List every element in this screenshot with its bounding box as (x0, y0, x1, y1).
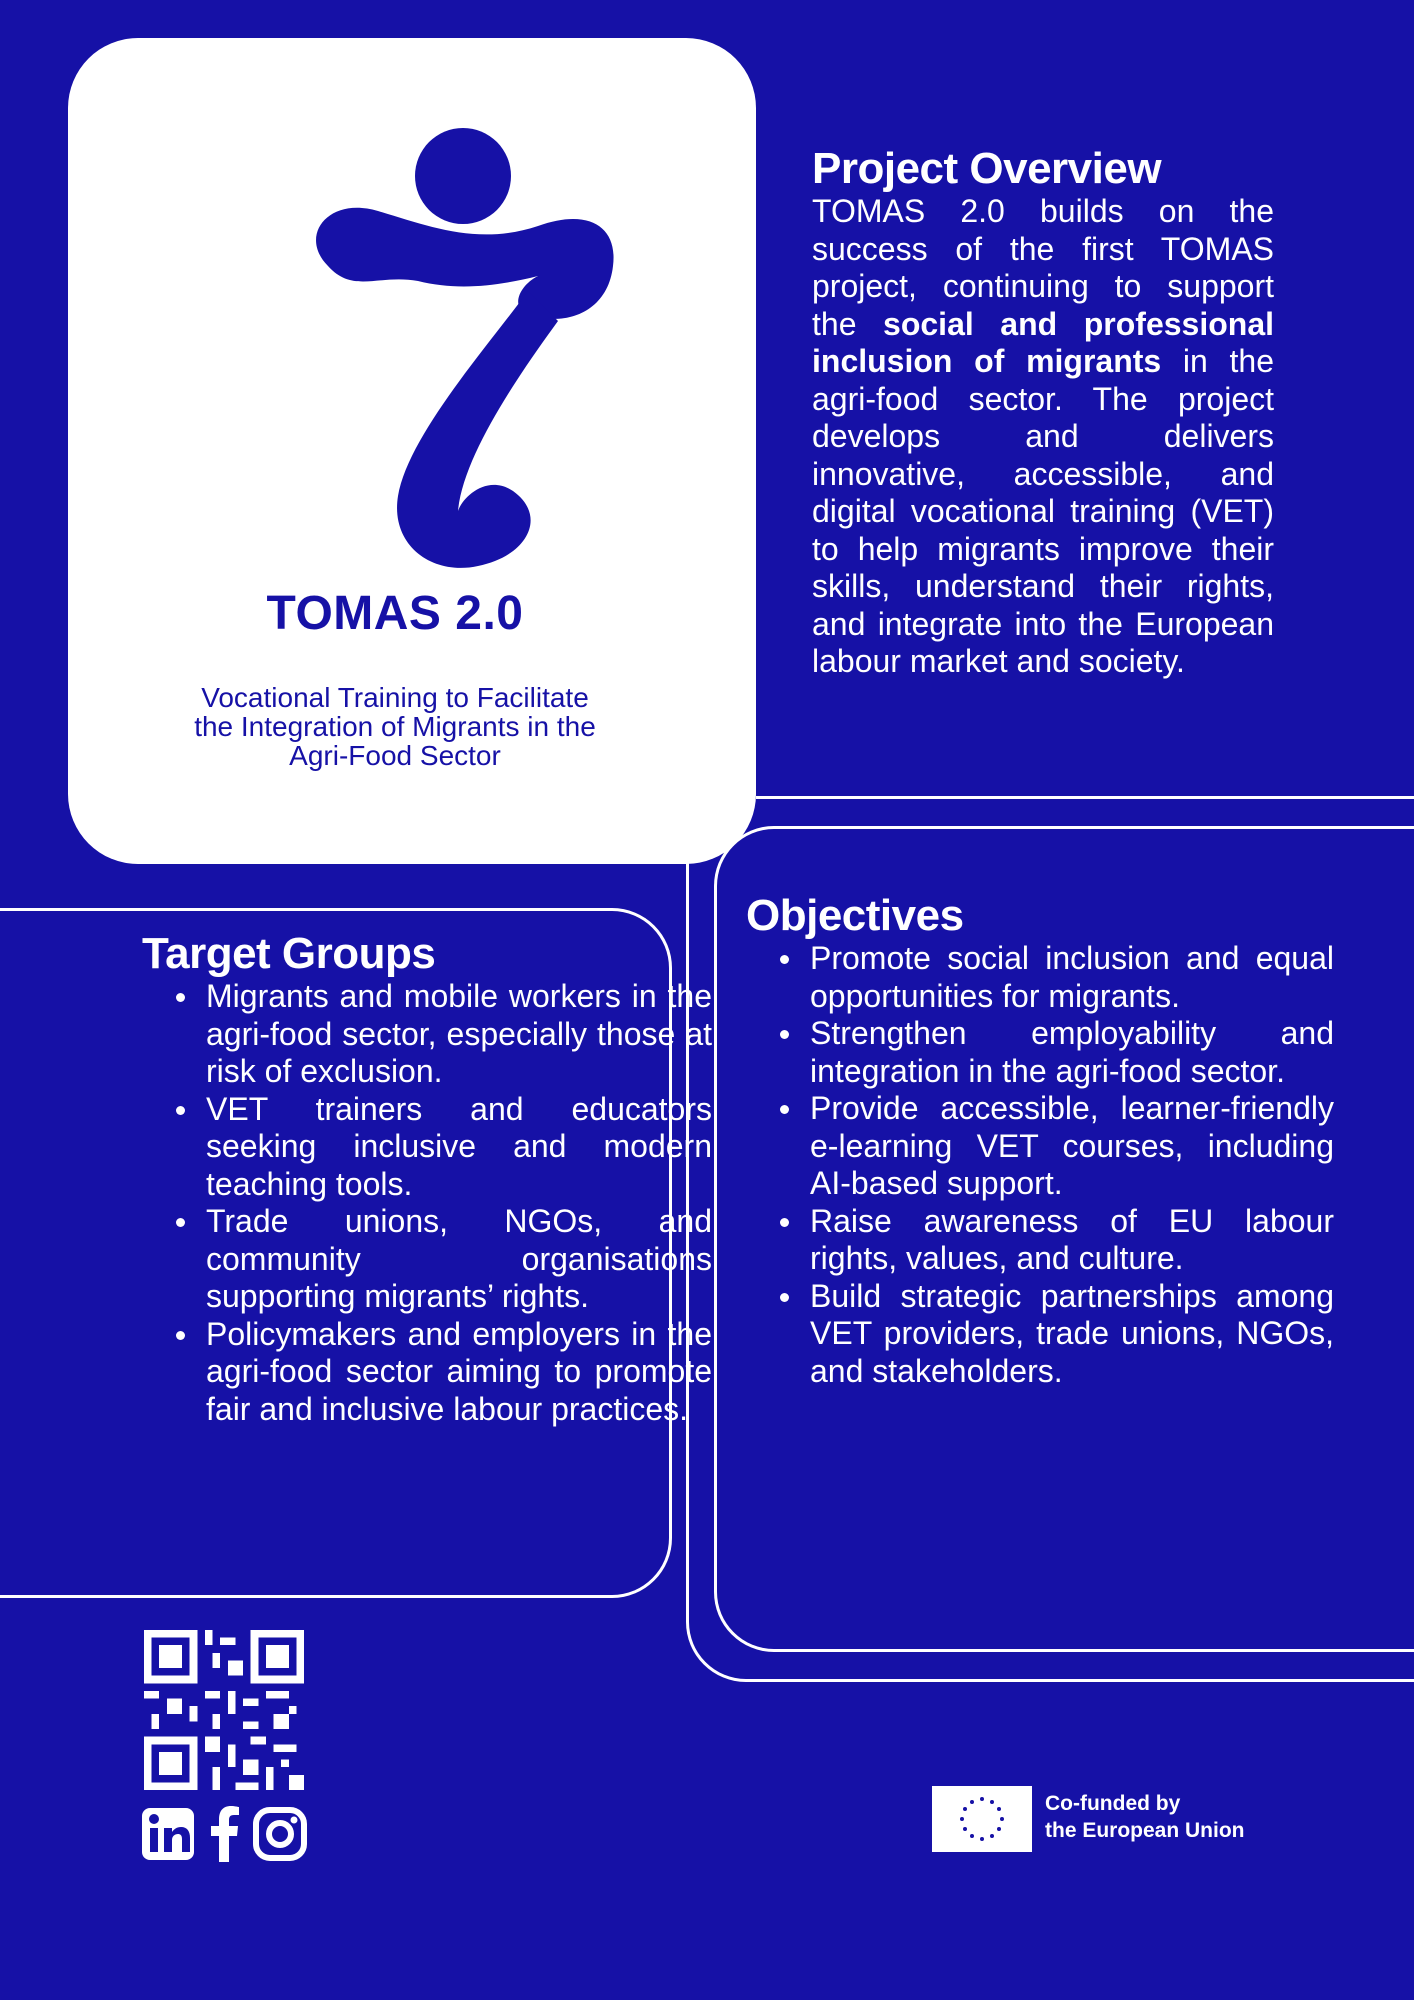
target-groups-list (144, 978, 712, 1428)
list-item: Policymakers and employers in the agri-food sector aiming to promote fair and inclusive labour practices. (206, 1315, 712, 1427)
logo-card (68, 38, 756, 864)
list-item: Raise awareness of EU labour rights, values, and culture. (810, 1202, 1334, 1276)
eu-funding-text (1045, 1790, 1245, 1844)
divider-line (756, 796, 1414, 799)
list-item: Strengthen employability and integration in the agri-food sector. (810, 1015, 1334, 1089)
objectives-list (748, 940, 1334, 1390)
overview-text: TOMAS 2.0 builds on the success of the first TOMAS project, continuing to support the social and professional inclusion of migrants in the agri-food sector. The project develops and delivers innovative, accessible, and digital vocational training (VET) to help migrants improve their skills, understand their rights, and integrate into the European labour market and society. (812, 193, 1274, 679)
overview-highlight: social and professional inclusion of migrants (812, 305, 1274, 379)
linkedin-icon[interactable] (140, 1806, 196, 1862)
facebook-icon[interactable] (208, 1806, 242, 1862)
list-item: Provide accessible, learner-friendly e-learning VET courses, including AI-based support. (810, 1090, 1334, 1201)
list-item: Build strategic partnerships among VET providers, trade unions, NGOs, and stakeholders. (810, 1277, 1334, 1389)
eu-funding-line1: Co-funded by (1045, 1792, 1181, 1815)
eu-flag-icon (932, 1786, 1032, 1852)
list-item: VET trainers and educators seeking inclusive and modern teaching tools. (206, 1090, 712, 1202)
list-item: Migrants and mobile workers in the agri-food sector, especially those at risk of exclusion. (206, 978, 712, 1089)
brand-title: TOMAS 2.0 (266, 587, 524, 640)
eu-funding-line2: the European Union (1045, 1819, 1245, 1842)
brand-subtitle: Vocational Training to Facilitate the Integration of Migrants in the Agri-Food Sector (194, 682, 596, 771)
list-item: Trade unions, NGOs, and community organisations supporting migrants’ rights. (206, 1203, 712, 1314)
objectives-heading: Objectives (746, 891, 964, 940)
instagram-icon[interactable] (252, 1806, 308, 1862)
target-groups-heading: Target Groups (142, 929, 436, 978)
tomas-logo-icon (258, 116, 658, 596)
overview-heading: Project Overview (812, 144, 1162, 193)
list-item: Promote social inclusion and equal opportunities for migrants. (810, 940, 1334, 1014)
qr-code-icon[interactable] (144, 1630, 304, 1790)
